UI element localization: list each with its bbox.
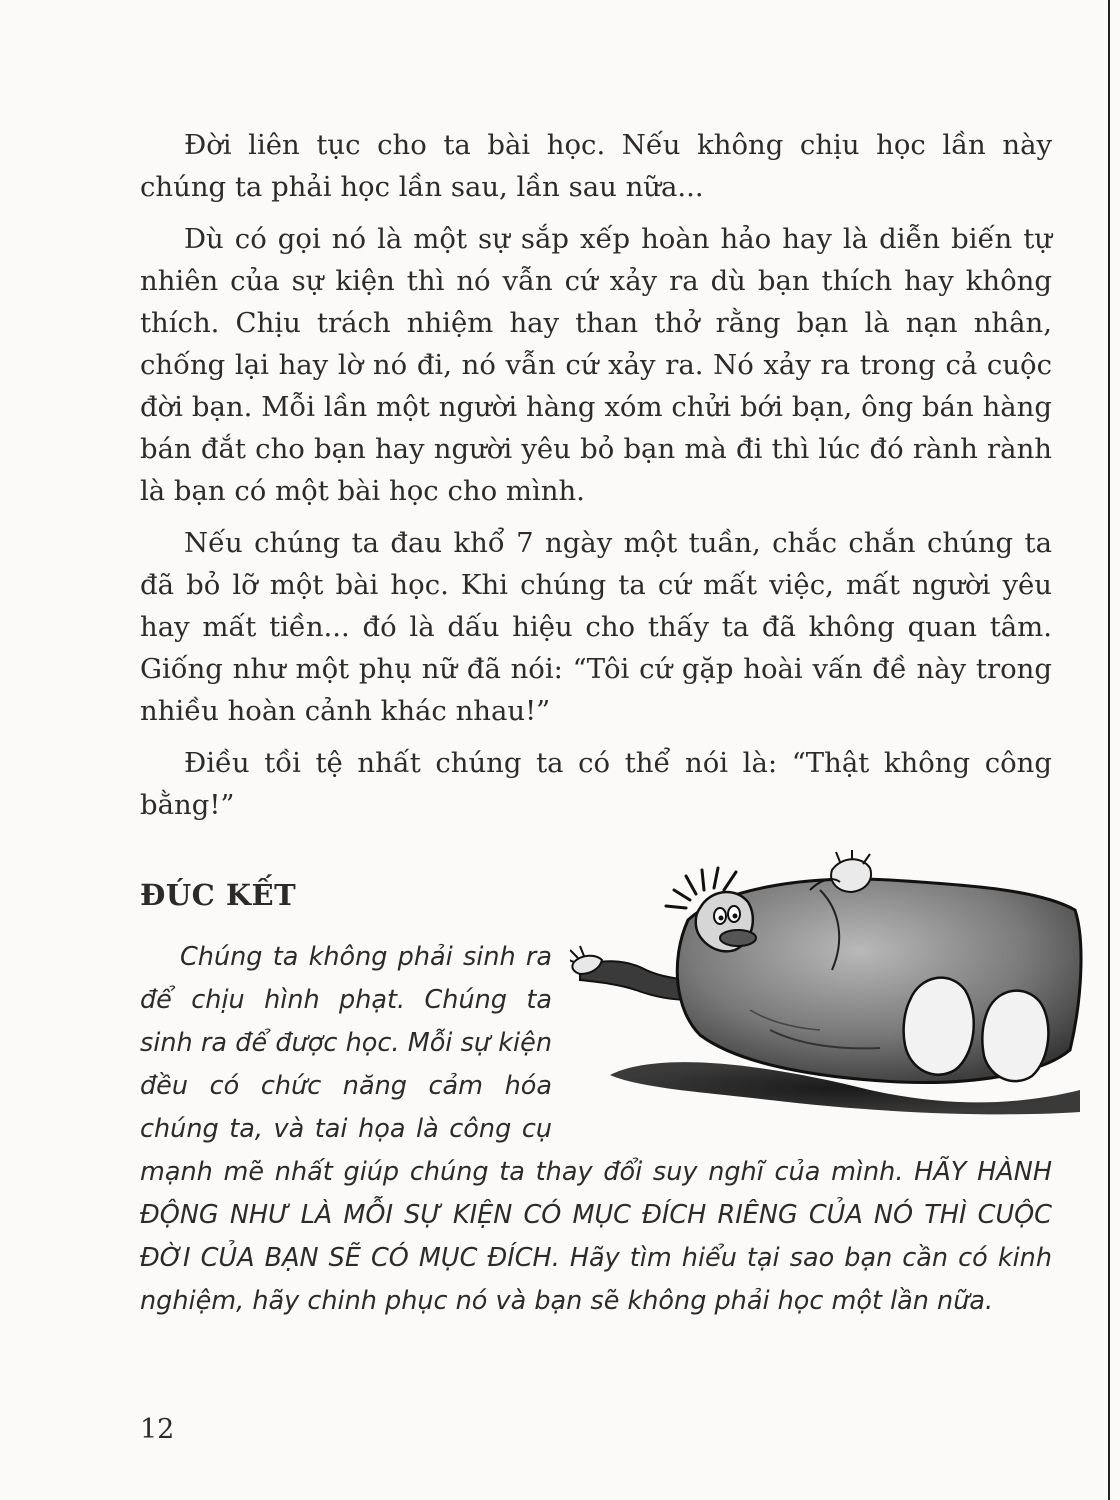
page-number: 12 — [140, 1414, 175, 1445]
page-edge-line — [1108, 0, 1110, 1500]
section-heading: ĐÚC KẾT — [140, 878, 297, 912]
body-text — [140, 124, 1052, 836]
paragraph-1: Đời liên tục cho ta bài học. Nếu không chịu học lần này chúng ta phải học lần sau, lần sau nữa... — [140, 129, 1052, 203]
paragraph-2: Dù có gọi nó là một sự sắp xếp hoàn hảo hay là diễn biến tự nhiên của sự kiện thì nó vẫn cứ xảy ra dù bạn thích hay không thích. Chịu trách nhiệm hay than thở rằng bạn là nạn nhân, chống lại hay lờ nó đi, nó vẫn cứ xảy ra. Nó xảy ra trong cả cuộc đời bạn. Mỗi lần một người hàng xóm chửi bới bạn, ông bán hàng bán đắt cho bạn hay người yêu bỏ bạn mà đi thì lúc đó rành rành là bạn có một bài học cho mình. — [140, 223, 1052, 507]
paragraph-3: Nếu chúng ta đau khổ 7 ngày một tuần, chắc chắn chúng ta đã bỏ lỡ một bài học. Khi chúng ta cứ mất việc, mất người yêu hay mất tiền... đó là dấu hiệu cho thấy ta đã không quan tâm. Giống như một phụ nữ đã nói: “Tôi cứ gặp hoài vấn đề này trong nhiều hoàn cảnh khác nhau!” — [140, 527, 1052, 727]
cartoon-illustration — [570, 850, 1085, 1115]
paragraph-4: Điều tồi tệ nhất chúng ta có thể nói là: “Thật không công bằng!” — [140, 747, 1052, 821]
conclusion-text: Chúng ta không phải sinh ra để chịu hình phạt. Chúng ta sinh ra để được học. Mỗi sự kiện đều có chức năng cảm hóa chúng ta, và tai họa là công cụ mạnh mẽ nhất giúp chúng ta thay đổi suy nghĩ của mình. HÃY HÀNH ĐỘNG NHƯ LÀ MỖI SỰ KIỆN CÓ MỤC ĐÍCH RIÊNG CỦA NÓ THÌ CUỘC ĐỜI CỦA BẠN SẼ CÓ MỤC ĐÍCH. Hãy tìm hiểu tại sao bạn cần có kinh nghiệm, hãy chinh phục nó và bạn sẽ không phải học một lần nữa. — [140, 942, 1052, 1316]
